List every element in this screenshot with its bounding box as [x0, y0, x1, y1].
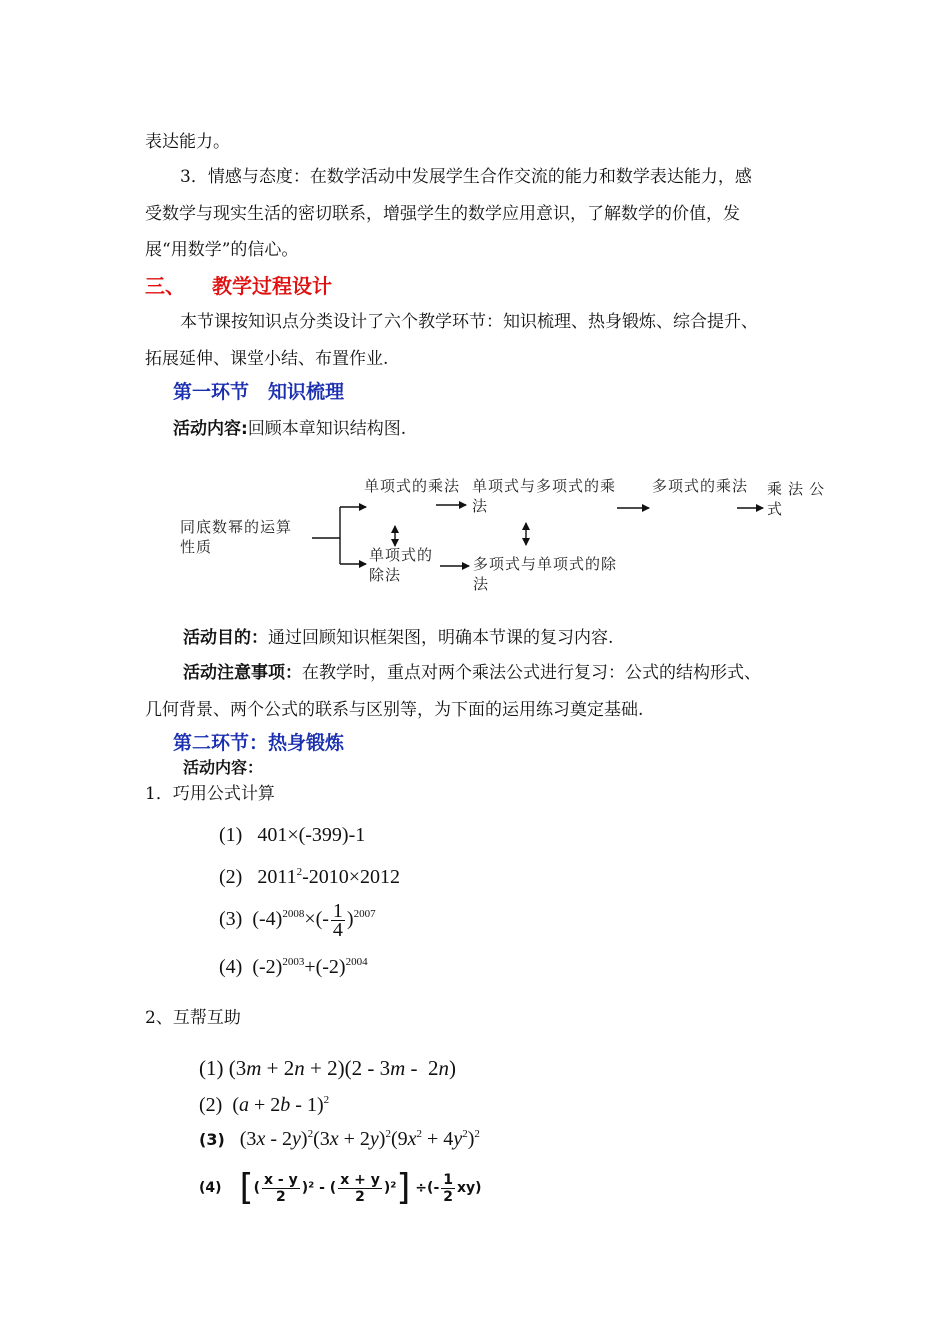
q2-title: 2、互帮互助: [145, 1008, 241, 1028]
notes-text2: 几何背景、两个公式的联系与区别等，为下面的运用练习奠定基础.: [145, 700, 644, 720]
q1-label: (4): [219, 956, 243, 978]
section-para-line1: 本节课按知识点分类设计了六个教学环节：知识梳理、热身锻炼、综合提升、: [180, 312, 758, 332]
q1-label: (3): [219, 908, 243, 931]
q1-title: 1．巧用公式计算: [145, 784, 275, 804]
part1-goal: [183, 623, 613, 648]
q1-expr: 401×(-399)-1: [257, 824, 366, 846]
q2-label: (4): [199, 1180, 222, 1196]
fraction-x-plus-y: $\frac{x + y}{2}$: [340, 1171, 380, 1205]
item3-line3: 展“用数学”的信心。: [145, 240, 299, 260]
q1-label: (2): [219, 866, 243, 888]
intro-line: 表达能力。: [145, 132, 230, 152]
right-bracket: ]: [396, 1167, 411, 1208]
diagram-mono-div: 单项式的除法: [369, 546, 434, 584]
q1-exp: 2008: [282, 908, 305, 921]
q1-exp: 2003: [282, 956, 305, 968]
q1-item-2: [219, 866, 400, 889]
notes-label: 活动注意事项：: [183, 663, 302, 683]
q2-label: (2): [199, 1094, 223, 1116]
q1-mid: +(-2): [304, 956, 346, 978]
q1-base: (-2): [252, 956, 283, 978]
q1-base: 2011: [257, 866, 297, 888]
q1-mid: ×(-: [304, 908, 329, 931]
part1-heading: 第一环节 知识梳理: [173, 381, 345, 403]
q1-label: (1): [219, 824, 243, 846]
diagram-root: 同底数幂的运算性质: [180, 518, 293, 556]
diagram-poly-mono-div: 多项式与单项式的除法: [473, 555, 618, 593]
q1-item-1: [219, 824, 365, 847]
diagram-poly-mul: 多项式的乘法: [652, 477, 749, 495]
diagram-formula: 乘法公式: [767, 480, 831, 518]
notes-text1: 在教学时，重点对两个乘法公式进行复习：公式的结构形式、: [302, 663, 761, 683]
left-bracket: [: [239, 1167, 254, 1208]
q2-item-2: (2) $(a + 2b - 1)^2$: [199, 1094, 330, 1116]
fraction-x-minus-y: $\frac{x - y}{2}$: [264, 1171, 298, 1205]
goal-text: 通过回顾知识框架图，明确本节课的复习内容.: [268, 628, 614, 648]
content-text: 回顾本章知识结构图.: [247, 419, 407, 439]
q1-rest: -2010×2012: [302, 866, 401, 888]
diagram-mono-mul: 单项式的乘法: [364, 477, 461, 495]
q1-item-3: [219, 902, 376, 939]
goal-label: 活动目的：: [183, 628, 268, 648]
q2-item-1: (1) (3m + 2n + 2)(2 - 3m - 2n): [199, 1056, 457, 1080]
q2-item-4: (4) [( $\frac{x - y}{2}$ )² - ( $\frac{x + y}{2}$ )²] ÷(- $\frac{1}{2}$ xy): [199, 1167, 482, 1208]
q1-exp: 2: [296, 866, 303, 878]
section-para-line2: 拓展延伸、课堂小结、布置作业.: [145, 349, 389, 369]
q2-label: (3): [199, 1130, 225, 1149]
section-number: 三、: [145, 274, 185, 298]
q1-exp: 2004: [345, 956, 368, 968]
diagram-mono-poly-mul: 单项式与多项式的乘法: [472, 477, 617, 515]
q1-base: (-4): [252, 908, 283, 931]
q2-label: (1): [199, 1056, 224, 1080]
part2-heading: 第二环节：热身锻炼: [173, 732, 345, 754]
part1-notes: [183, 658, 761, 683]
part2-content-label: 活动内容：: [183, 758, 264, 777]
section-title: 教学过程设计: [212, 274, 332, 298]
diagram-arrows: [0, 0, 950, 640]
content-label: 活动内容:: [173, 419, 248, 439]
q1-item-4: [219, 956, 368, 979]
fraction-denominator: 4: [332, 919, 343, 941]
q1-fraction: [331, 902, 345, 939]
item3-line1: 3．情感与态度：在数学活动中发展学生合作交流的能力和数学表达能力，感: [180, 167, 752, 187]
item3-line2: 受数学与现实生活的密切联系，增强学生的数学应用意识，了解数学的价值，发: [145, 204, 740, 224]
fraction-numerator: 1: [332, 900, 343, 922]
fraction-half: $\frac{1}{2}$: [443, 1171, 454, 1205]
q2-item-3: (3) $(3x - 2y)^2(3x + 2y)^2(9x^2 + 4y^2)^2$: [199, 1128, 480, 1150]
q1-exp: 2007: [353, 908, 376, 921]
q1-close: ): [346, 908, 354, 931]
